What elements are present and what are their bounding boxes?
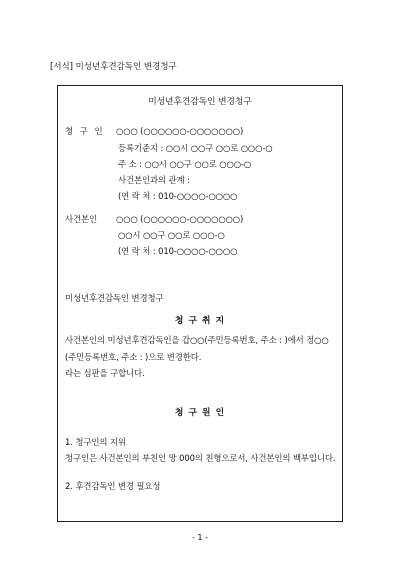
subject-label: 사건본인: [65, 214, 97, 224]
petitioner-domicile: 등록기준지 : ○○시 ○○구 ○○로 ○○○-○: [118, 143, 273, 153]
subject-contact: (연 락 처 : 010-○○○○-○○○○: [118, 246, 238, 256]
page-number: - 1 -: [192, 532, 208, 542]
petitioner-address: 주 소 : ○○시 ○○구 ○○로 ○○○-○: [118, 159, 252, 169]
purpose-heading: 청 구 취 지: [174, 316, 226, 326]
cause-section-1-title: 1. 청구인의 지위: [65, 437, 126, 447]
purpose-line-2: (주민등록번호, 주소 : )으로 변경한다.: [65, 352, 202, 362]
petitioner-contact: (연 락 처 : 010-○○○○-○○○○: [118, 191, 238, 201]
petitioner-label: 청 구 인: [65, 126, 105, 136]
document-title: 미성년후견감독인 변경청구: [148, 97, 252, 107]
subject-name: ○○○ (○○○○○○-○○○○○○○): [116, 214, 244, 224]
cause-heading: 청 구 원 인: [174, 408, 226, 418]
purpose-line-3: 라는 심판을 구합니다.: [65, 368, 145, 378]
purpose-line-1: 사건본인의 미성년후견감독인을 갑○○(주민등록번호, 주소 : )에서 정○○: [65, 335, 329, 345]
form-header: [서식] 미성년후견감독인 변경청구: [50, 62, 177, 72]
subject-address: ○○시 ○○구 ○○로 ○○○-○: [118, 230, 225, 240]
petitioner-name: ○○○ (○○○○○○-○○○○○○○): [116, 126, 244, 136]
case-name: 미성년후견감독인 변경청구: [65, 293, 164, 303]
petitioner-relation: 사건본인과의 관계 :: [118, 175, 190, 185]
cause-section-1-body: 청구인은 사건본인의 부친인 망 000의 친형으로서, 사건본인의 백부입니다.: [65, 453, 336, 463]
cause-section-2-title: 2. 후견감독인 변경 필요성: [65, 481, 161, 491]
